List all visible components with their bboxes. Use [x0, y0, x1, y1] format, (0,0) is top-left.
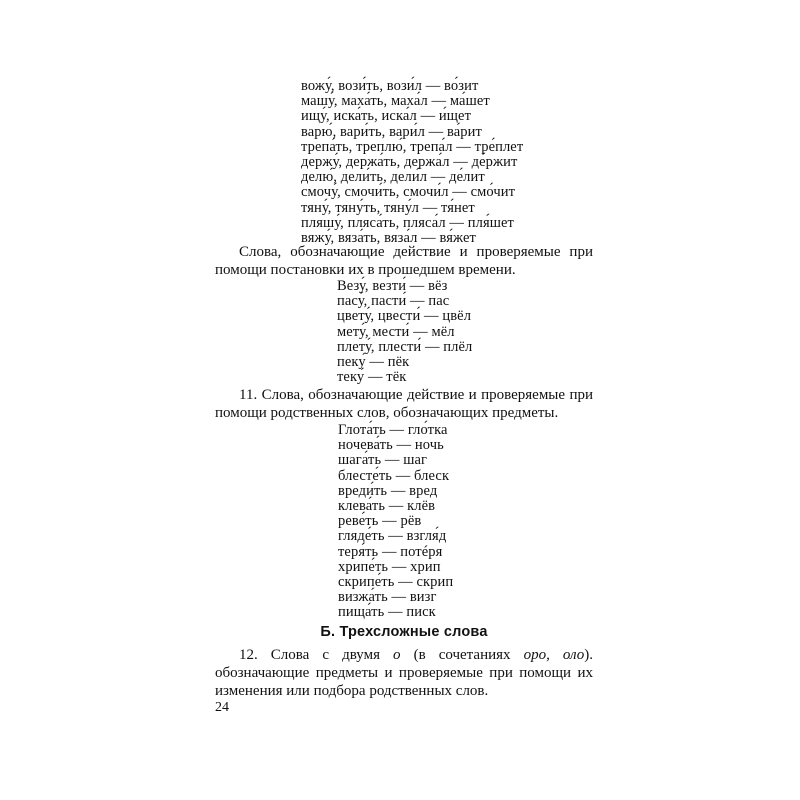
word-line: пасу́, пасти́ — пас [337, 293, 450, 310]
word-line: визжа́ть — визг [338, 589, 437, 606]
paragraph-12-middle: (в сочетаниях [400, 647, 524, 663]
word-line: трепа́ть, треплю́, трепа́л — тре́плет [301, 138, 524, 155]
word-line: машу́, маха́ть, маха́л — ма́шет [301, 93, 490, 110]
word-line: варю́, вари́ть, вари́л — ва́рит [301, 123, 482, 140]
word-line: держу́, держа́ть, держа́л — де́ржит [301, 154, 518, 171]
word-line: вяжу́, вяза́ть, вяза́л — вя́жет [301, 230, 476, 247]
word-line: шага́ть — шаг [338, 452, 428, 469]
word-line: смочу́, смочи́ть, смочи́л — смо́чит [301, 184, 516, 201]
word-line: блесте́ть — блеск [338, 467, 450, 484]
word-line: цвету́, цвести́ — цвёл [337, 308, 472, 325]
word-line: Глота́ть — гло́тка [338, 422, 448, 438]
verb-list-3 [338, 423, 453, 621]
paragraph-11: 11. Слова, обозначающие действие и проверяемые при помощи родственных слов, обозначающих предметы. [215, 387, 593, 421]
word-line: хрипе́ть — хрип [338, 558, 441, 575]
word-line: реве́ть — рёв [338, 513, 422, 530]
word-line: мету́, мести́ — мёл [337, 323, 455, 340]
word-line: делю́, дели́ть, дели́л — де́лит [301, 169, 485, 186]
verb-list-2 [337, 279, 472, 385]
word-line: пеку́ — пёк [337, 354, 410, 371]
word-line: тяну́, тяну́ть, тяну́л — тя́нет [301, 199, 475, 216]
word-line: теку́ — тёк [337, 369, 407, 386]
word-line: вреди́ть — вред [338, 482, 438, 499]
section-heading: Б. Трехсложные слова [320, 624, 488, 640]
word-line: плету́, плести́ — плёл [337, 338, 473, 355]
paragraph-12-letter: о [393, 647, 401, 663]
word-line: ищу́, иска́ть, иска́л — и́щет [301, 108, 472, 125]
word-line: теря́ть — потéря [338, 543, 443, 560]
paragraph-12 [215, 646, 593, 700]
paragraph-12-after: ). обозначающие предметы и проверяемые при помощи их изменения или подбора родственных слов. [215, 647, 593, 699]
verb-list-1 [301, 79, 523, 246]
word-line: скрипе́ть — скрип [338, 574, 454, 591]
paragraph-12-before: 12. Слова с двумя [239, 647, 394, 663]
word-line: пляшу́, пляса́ть, пляса́л — пля́шет [301, 214, 514, 231]
word-line: гляде́ть — взгля́д [338, 528, 447, 545]
paragraph-12-combos: оро, оло [523, 647, 585, 663]
page-number: 24 [215, 700, 229, 715]
word-line: Везу́, везти́ — вёз [337, 278, 448, 294]
paragraph-past-tense: Слова, обозначающие действие и проверяемые при помощи постановки их в прошедшем времени. [215, 244, 593, 278]
word-line: вожу́, вози́ть, вози́л — во́зит [301, 78, 479, 94]
word-line: пища́ть — писк [338, 604, 436, 621]
word-line: клева́ть — клёв [338, 498, 436, 515]
word-line: ночева́ть — ночь [338, 437, 444, 454]
